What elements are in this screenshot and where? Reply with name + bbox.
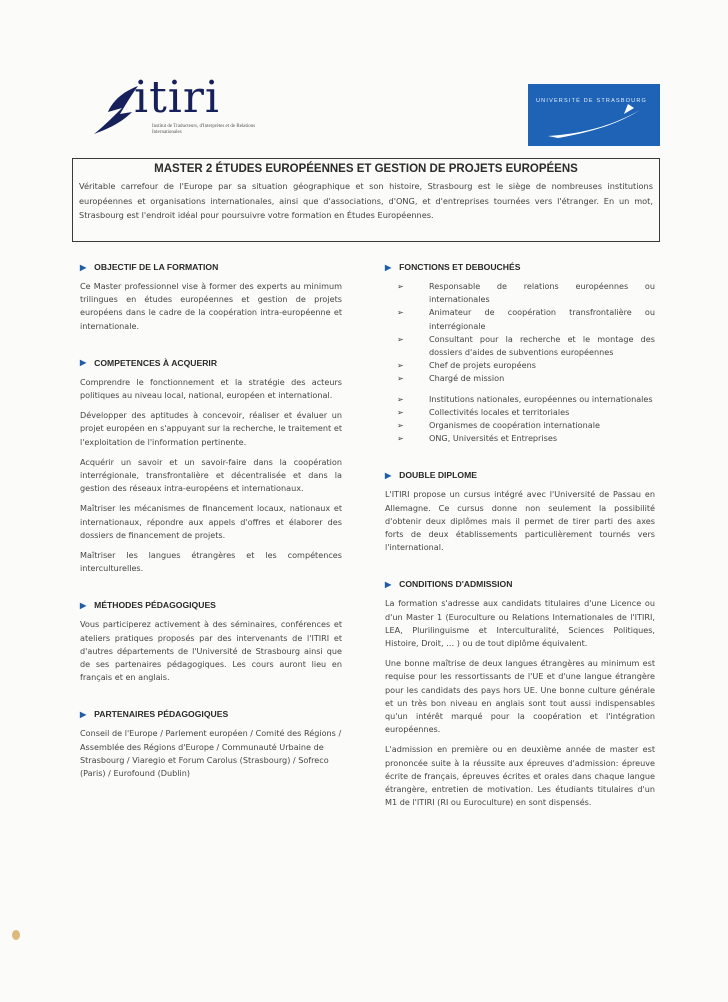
heading-text: CONDITIONS D'ADMISSION <box>399 579 513 590</box>
unistra-name: UNIVERSITÉ DE STRASBOURG <box>536 98 648 104</box>
conditions-paragraph: La formation s'adresse aux candidats titulaires d'une Licence ou d'un Master 1 (Euroculture ou Relations Internationales de l'ITIRI, LEA, Plurilinguisme et Interculturalité, Sciences Politiques, Histoire, Droit, … ) ou de tout diplôme équivalent. <box>385 598 655 649</box>
list-item: ➢ Responsable de relations européennes ou internationales <box>397 281 655 305</box>
list-item: ➢ Institutions nationales, européennes ou internationales <box>397 393 655 406</box>
partenaires-text: Conseil de l'Europe / Parlement européen / Comité des Régions / Assemblée des Régions d'Europe / Communauté Urbaine de Strasbourg / Viaregio et Forum Carolus (Strasbourg) / Sofreco (Paris) / Eurofound (Dublin) <box>80 728 342 779</box>
heading-text: FONCTIONS ET DEBOUCHÉS <box>399 262 521 272</box>
bullet-arrow-icon: ➢ <box>397 394 404 404</box>
list-item: ➢ Animateur de coopération transfrontalière ou interrégionale <box>397 307 655 331</box>
itiri-swoosh-icon <box>92 82 140 138</box>
section-heading-conditions <box>385 579 655 589</box>
itiri-subtitle: Institut de Traducteurs, d'Interprètes et de Relations Internationales <box>152 124 256 135</box>
list-item: ➢ Chef de projets européens <box>397 359 655 372</box>
unistra-swoosh-icon <box>528 84 660 146</box>
competences-paragraph: Maîtriser les langues étrangères et les compétences interculturelles. <box>80 550 342 574</box>
bullet-arrow-icon: ➢ <box>397 361 404 371</box>
section-heading-fonctions <box>385 262 655 272</box>
bullet-arrow-icon: ➢ <box>397 308 404 318</box>
list-item: ➢ Consultant pour la recherche et le montage des dossiers d'aides de subventions européennes <box>397 333 655 358</box>
arrow-right-icon: ▶ <box>80 262 87 272</box>
right-column <box>385 262 655 817</box>
left-column <box>80 262 342 787</box>
conditions-paragraph: L'admission en première ou en deuxième année de master est prononcée suite à la réussite aux épreuves d'admission: épreuve écrite de français, épreuves écrites et orales dans chaque langue étrangère, entretien de motivation. Les étudiants titulaires d'un M1 de l'ITIRI (RI ou Euroculture) en sont dispensés. <box>385 744 655 808</box>
list-item: ➢ Organismes de coopération internationale <box>397 419 655 432</box>
itiri-wordmark: itiri <box>134 72 220 123</box>
arrow-right-icon: ▶ <box>385 579 392 589</box>
competences-paragraph: Acquérir un savoir et un savoir-faire dans la coopération interrégionale, transfrontalière et décentralisée et dans la gestion des réseaux intra-européens et internationaux. <box>80 456 342 494</box>
intro-text: Véritable carrefour de l'Europe par sa situation géographique et son histoire, Strasbourg est le siège de nombreuses institutions européennes et organisations internationales, ainsi que d'associations, d'ONG, et d'entreprises tournées vers l'étranger. En un mot, Strasbourg est l'endroit idéal pour poursuivre votre formation en Études Européennes. <box>79 181 653 220</box>
heading-text: DOUBLE DIPLOME <box>399 470 477 481</box>
methodes-text: Vous participerez activement à des séminaires, conférences et ateliers pratiques proposés par des intervenants de l'ITIRI et d'autres départements de l'Université de Strasbourg ainsi que de ses partenaires pédagogiques. Les cours auront lieu en français et en anglais. <box>80 619 342 683</box>
double-text: L'ITIRI propose un cursus intégré avec l'Université de Passau en Allemagne. Ce cursus donne non seulement la possibilité d'obtenir deux diplômes mais il permet de tirer parti des axes forts de deux établissements particulièrement tournés vers l'international. <box>385 489 655 553</box>
fonctions-list <box>385 280 655 386</box>
arrow-right-icon: ▶ <box>385 470 392 480</box>
heading-text: PARTENAIRES PÉDAGOGIQUES <box>94 709 229 720</box>
paper-stain <box>12 930 20 940</box>
arrow-right-icon: ▶ <box>385 262 392 272</box>
competences-paragraph: Maîtriser les mécanismes de financement locaux, nationaux et internationaux, répondre aux appels d'offres et élaborer des dossiers de financement de projets. <box>80 503 342 540</box>
arrow-right-icon: ▶ <box>80 600 87 610</box>
bullet-arrow-icon: ➢ <box>397 407 404 417</box>
list-item: ➢ Collectivités locales et territoriales <box>397 406 655 419</box>
heading-text: OBJECTIF DE LA FORMATION <box>94 262 219 272</box>
bullet-arrow-icon: ➢ <box>397 434 404 444</box>
objectif-text: Ce Master professionnel vise à former des experts au minimum trilingues en études européennes et gestion de projets européens dans le cadre de la coopération intra-européenne et internationale. <box>80 281 342 331</box>
section-heading-competences <box>80 358 342 368</box>
competences-paragraph: Développer des aptitudes à concevoir, réaliser et évaluer un projet européen en s'appuyant sur la recherche, le traitement et l'exploitation de l'information pertinente. <box>80 410 342 447</box>
bullet-arrow-icon: ➢ <box>397 374 404 384</box>
bullet-arrow-icon: ➢ <box>397 334 404 344</box>
debouches-list <box>385 393 655 446</box>
heading-text: COMPETENCES À ACQUERIR <box>94 357 218 368</box>
arrow-right-icon: ▶ <box>80 709 87 719</box>
section-heading-double <box>385 470 655 480</box>
list-item: ➢ ONG, Universités et Entreprises <box>397 432 655 445</box>
unistra-logo <box>528 84 660 146</box>
heading-text: MÉTHODES PÉDAGOGIQUES <box>94 600 216 611</box>
section-heading-objectif <box>80 262 342 272</box>
section-heading-methodes <box>80 600 342 610</box>
conditions-paragraph: Une bonne maîtrise de deux langues étrangères au minimum est requise pour les ressortissants de l'UE et d'une langue étrangère pour les candidats des pays hors UE. Une bonne culture générale et un très bon niveau en anglais sont tout aussi indispensables qu'un intérêt marqué pour la coopération et l'intégration européennes. <box>385 658 655 735</box>
bullet-arrow-icon: ➢ <box>397 282 404 291</box>
list-item: ➢ Chargé de mission <box>397 372 655 385</box>
section-heading-partenaires <box>80 709 342 719</box>
itiri-logo <box>92 72 272 138</box>
competences-paragraph: Comprendre le fonctionnement et la stratégie des acteurs politiques au niveau local, national, européen et international. <box>80 376 342 401</box>
title-box <box>72 158 660 242</box>
page-title: MASTER 2 ÉTUDES EUROPÉENNES ET GESTION DE PROJETS EUROPÉENS <box>154 163 578 175</box>
bullet-arrow-icon: ➢ <box>397 421 404 431</box>
arrow-right-icon: ▶ <box>80 358 87 368</box>
